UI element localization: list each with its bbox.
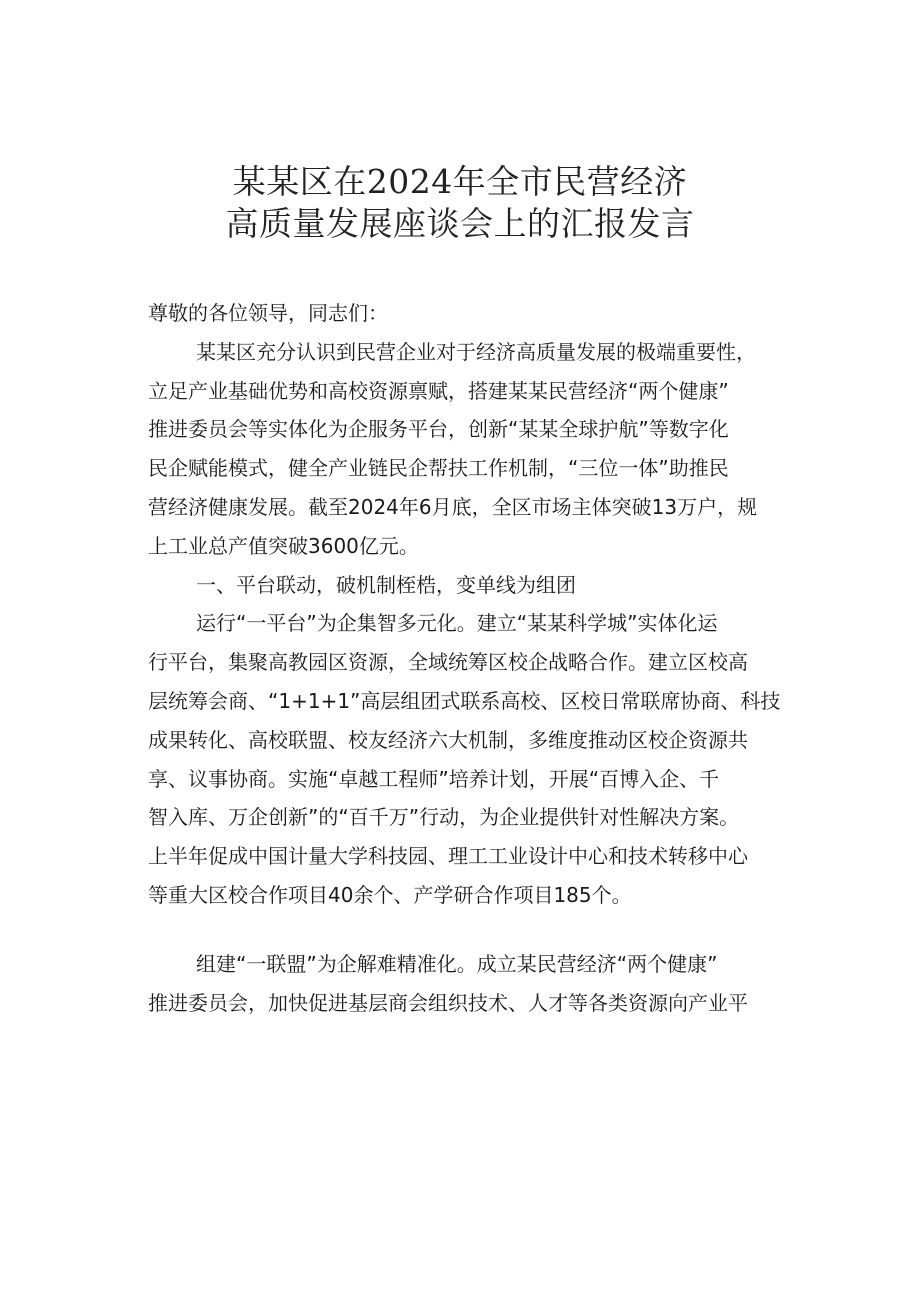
paragraph-2-line: 运行“一平台”为企集智多元化。建立“某某科学城”实体化运 bbox=[196, 611, 718, 636]
paragraph-2-line: 上半年促成中国计量大学科技园、理工工业设计中心和技术转移中心 bbox=[148, 844, 748, 869]
section-heading-1: 一、平台联动，破机制桎梏，变单线为组团 bbox=[196, 572, 576, 597]
paragraph-3-line: 组建“一联盟”为企解难精准化。成立某民营经济“两个健康” bbox=[196, 951, 718, 976]
paragraph-1-line: 推进委员会等实体化为企服务平台，创新“某某全球护航”等数字化 bbox=[148, 417, 729, 442]
paragraph-1-line: 民企赋能模式，健全产业链民企帮扶工作机制，“三位一体”助推民 bbox=[148, 456, 729, 481]
salutation: 尊敬的各位领导，同志们： bbox=[148, 301, 388, 325]
paragraph-1-line: 某某区充分认识到民营企业对于经济高质量发展的极端重要性， bbox=[196, 339, 756, 364]
paragraph-2-line: 享、议事协商。实施“卓越工程师”培养计划，开展“百博入企、千 bbox=[148, 766, 720, 791]
document-body bbox=[148, 294, 798, 1022]
paragraph-1-line: 上工业总产值突破3600亿元。 bbox=[148, 533, 419, 558]
paragraph-2-line: 智入库、万企创新”的“百千万”行动，为企业提供针对性解决方案。 bbox=[148, 805, 740, 830]
paragraph-2-line: 成果转化、高校联盟、校友经济六大机制，多维度推动区校企资源共 bbox=[148, 727, 748, 752]
paragraph-2-line: 层统筹会商、“1+1+1”高层组团式联系高校、区校日常联席协商、科技 bbox=[148, 688, 781, 713]
document-title-line-2: 高质量发展座谈会上的汇报发言 bbox=[225, 204, 695, 243]
paragraph-1-line: 立足产业基础优势和高校资源禀赋，搭建某某民营经济“两个健康” bbox=[148, 378, 729, 403]
document-title-line-1: 某某区在2024年全市民营经济 bbox=[232, 162, 688, 201]
paragraph-3-line: 推进委员会，加快促进基层商会组织技术、人才等各类资源向产业平 bbox=[148, 990, 748, 1015]
paragraph-2-line: 行平台，集聚高教园区资源，全域统筹区校企战略合作。建立区校高 bbox=[148, 650, 748, 675]
paragraph-2-line: 等重大区校合作项目40余个、产学研合作项目185个。 bbox=[148, 882, 632, 907]
paragraph-1-line: 营经济健康发展。截至2024年6月底，全区市场主体突破13万户，规 bbox=[148, 494, 758, 519]
paragraph-spacer bbox=[148, 915, 798, 945]
